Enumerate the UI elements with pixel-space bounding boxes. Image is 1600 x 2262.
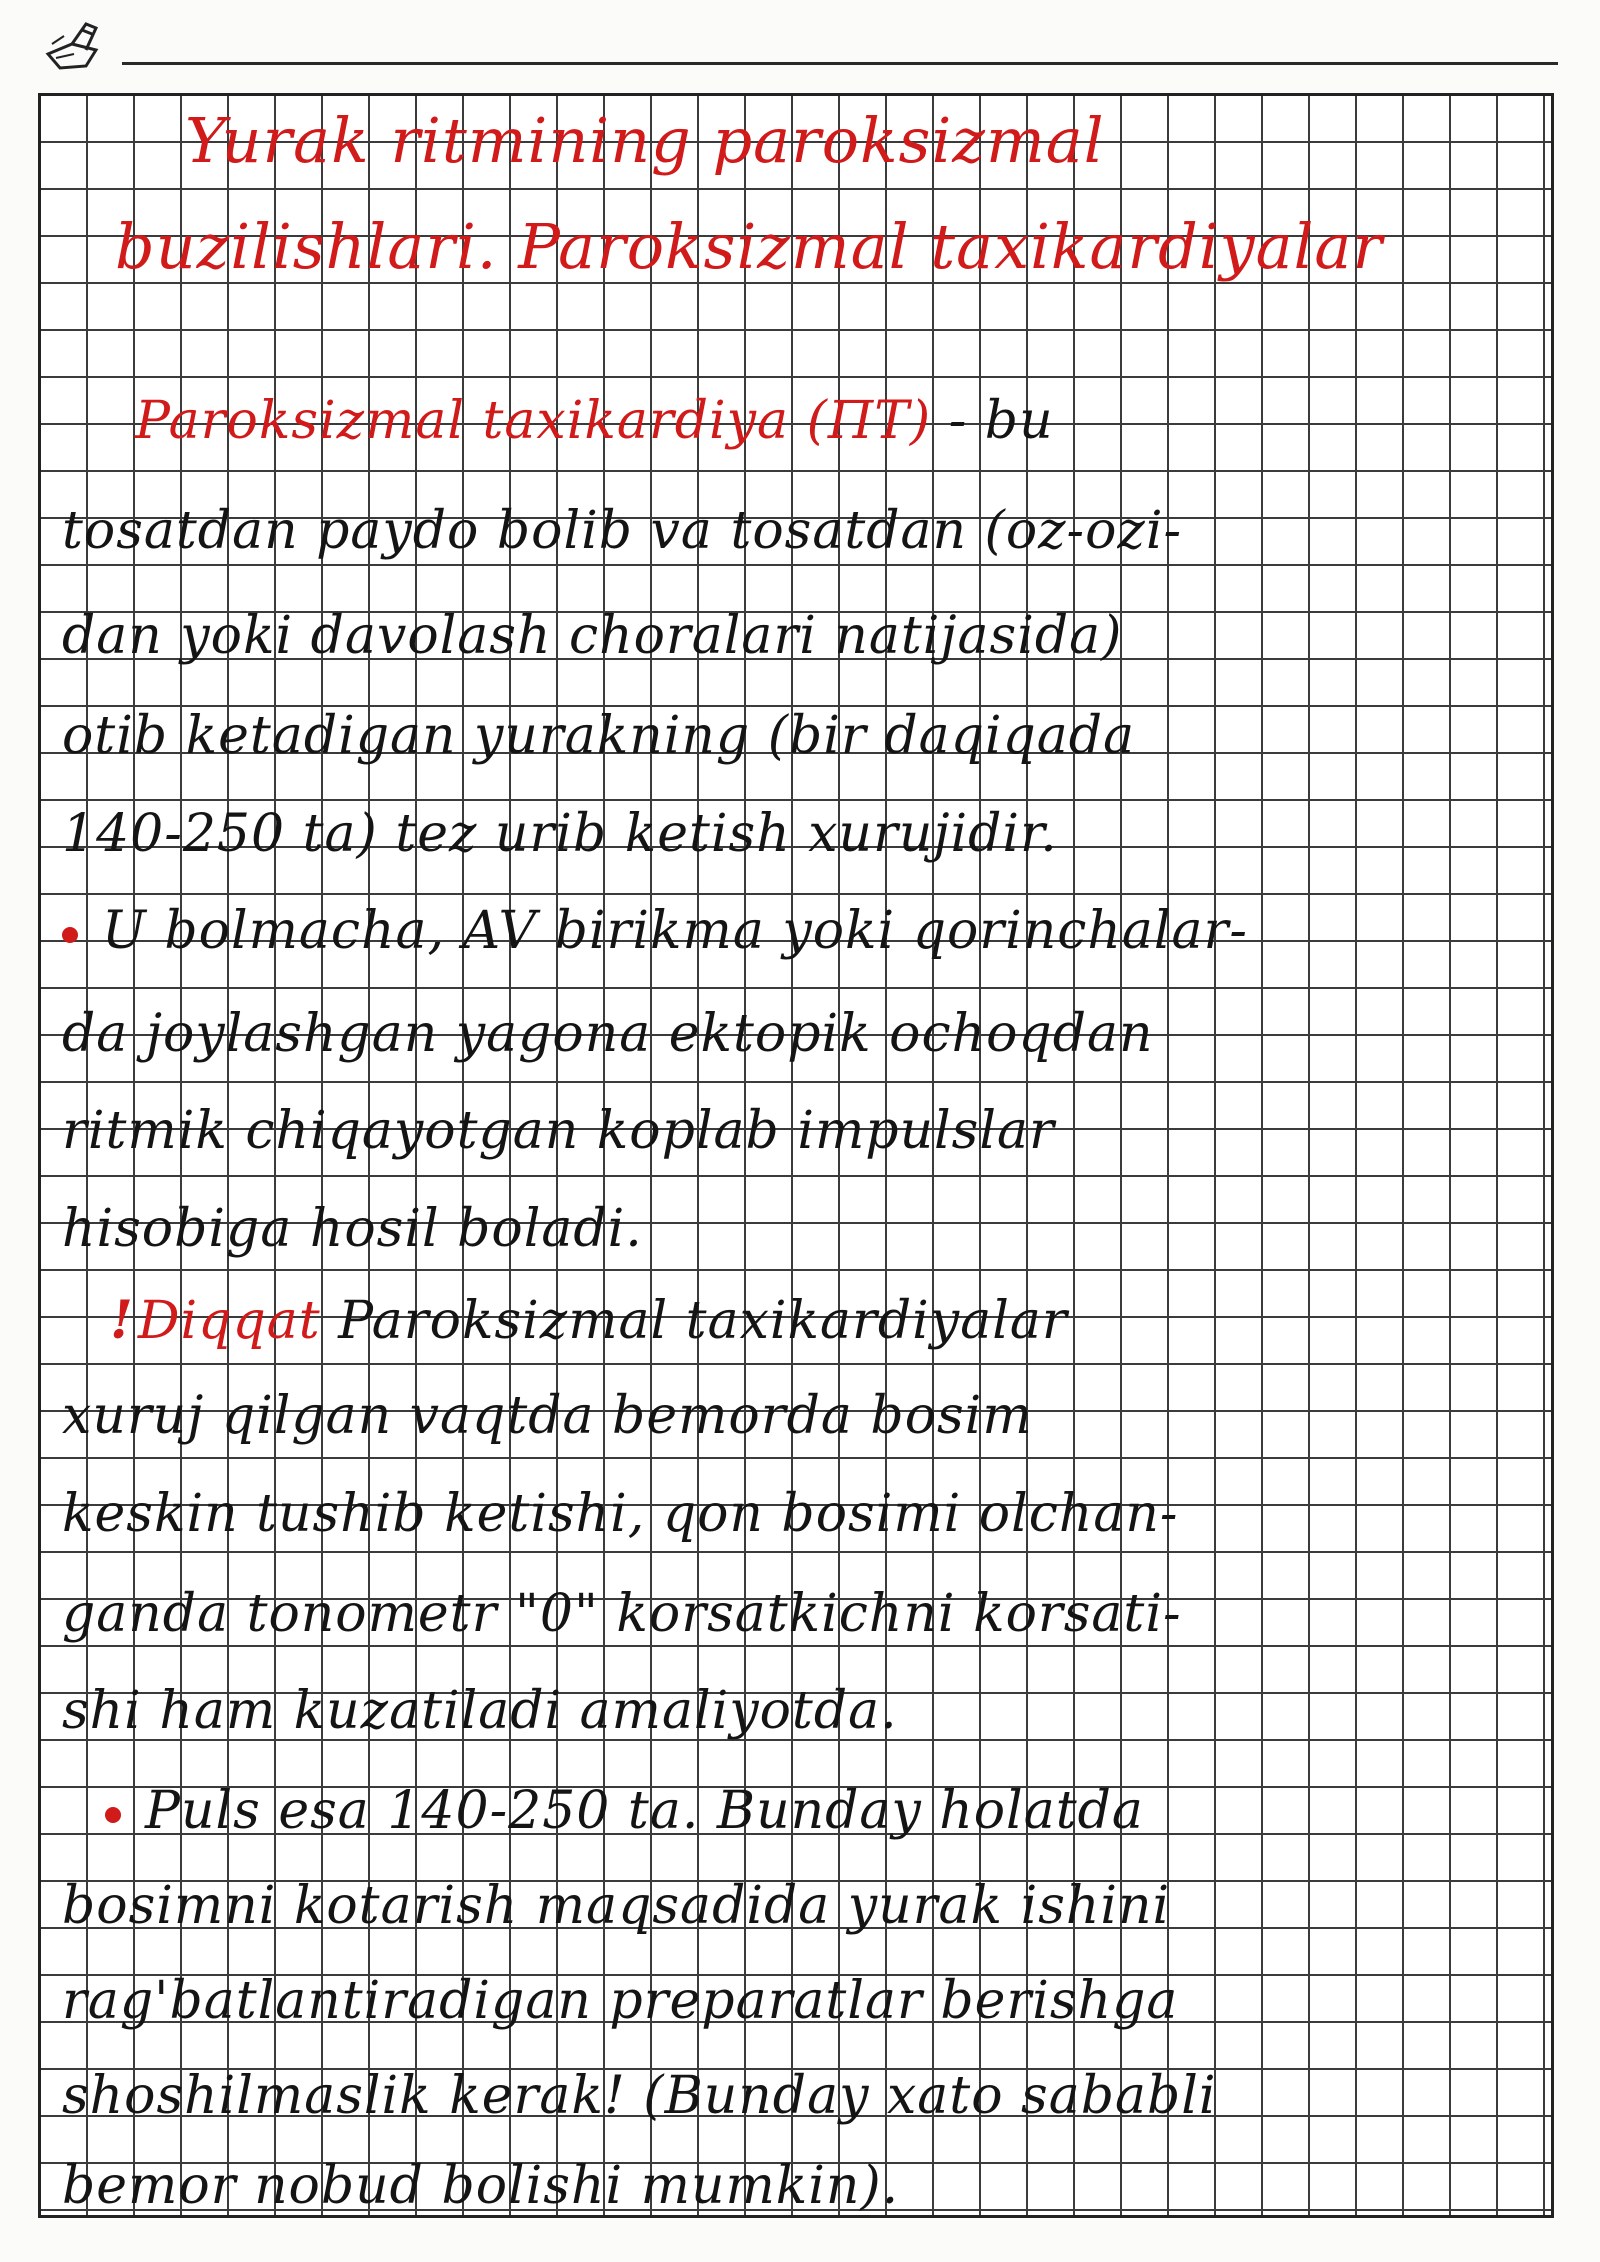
- header-rule: [122, 62, 1558, 65]
- bullet-2-line: rag'batlantiradigan preparatlar berishga: [62, 1971, 1179, 2031]
- attention-text: Paroksizmal taxikardiyalar: [338, 1291, 1068, 1351]
- bullet-2-text: Puls esa 140-250 ta. Bunday holatda: [145, 1781, 1144, 1841]
- definition-line: dan yoki davolash choralari natijasida): [62, 606, 1123, 666]
- definition-term: Paroksizmal taxikardiya (ПТ): [135, 391, 932, 451]
- definition-line: tosatdan paydo bolib va tosatdan (oz-ozi-: [62, 501, 1183, 561]
- exclamation-mark: !: [110, 1290, 134, 1351]
- attention-first-line: [110, 1290, 1068, 1351]
- definition-first-line: [135, 391, 1054, 451]
- bullet-2-line: shoshilmaslik kerak! (Bunday xato sababli: [62, 2066, 1217, 2126]
- definition-term-suffix: - bu: [948, 391, 1054, 451]
- bullet-dot: [105, 1807, 121, 1823]
- bullet-2-first-line: [105, 1781, 1144, 1841]
- attention-line: ganda tonometr "0" korsatkichni korsati-: [62, 1584, 1182, 1644]
- title-line-1: Yurak ritmining paroksizmal: [185, 104, 1105, 177]
- attention-line: keskin tushib ketishi, qon bosimi olchan-: [62, 1484, 1179, 1544]
- bullet-1-line: da joylashgan yagona ektopik ochoqdan: [62, 1004, 1154, 1064]
- attention-label: Diqqat: [137, 1291, 321, 1351]
- bullet-1-first-line: [62, 901, 1248, 961]
- bullet-2-line: bosimni kotarish maqsadida yurak ishini: [62, 1876, 1171, 1936]
- bullet-2-line: bemor nobud bolishi mumkin).: [62, 2156, 900, 2216]
- bullet-dot: [62, 927, 78, 943]
- bullet-1-line: hisobiga hosil boladi.: [62, 1199, 643, 1259]
- definition-line: otib ketadigan yurakning (bir daqiqada: [62, 706, 1136, 766]
- definition-line: 140-250 ta) tez urib ketish xurujidir.: [62, 804, 1058, 864]
- attention-line: shi ham kuzatiladi amaliyotda.: [62, 1681, 898, 1741]
- bullet-1-text: U bolmacha, AV birikma yoki qorinchalar-: [102, 901, 1248, 961]
- title-line-2: buzilishlari. Paroksizmal taxikardiyalar: [115, 210, 1384, 283]
- bullet-1-line: ritmik chiqayotgan koplab impulslar: [62, 1101, 1055, 1161]
- attention-line: xuruj qilgan vaqtda bemorda bosim: [62, 1386, 1033, 1446]
- pen-hand-icon: [42, 14, 114, 76]
